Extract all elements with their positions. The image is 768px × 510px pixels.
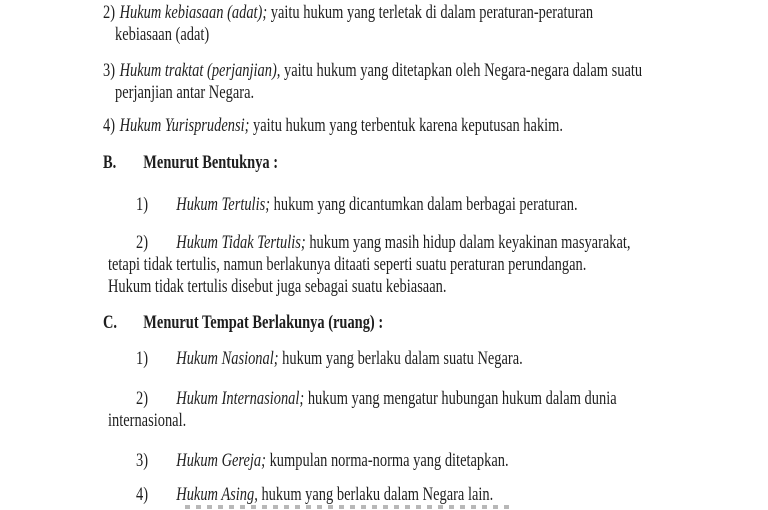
item-number: 4) bbox=[103, 115, 116, 136]
section-c-item-2-line-2 bbox=[108, 410, 186, 432]
item-number: 2) bbox=[136, 388, 149, 409]
item-text: internasional. bbox=[108, 410, 187, 431]
item-term: Hukum Nasional; bbox=[176, 348, 279, 369]
list-item-2-line-1 bbox=[103, 2, 593, 24]
item-text: kumpulan norma-norma yang ditetapkan. bbox=[265, 450, 509, 471]
item-text: kebiasaan (adat) bbox=[115, 24, 210, 45]
section-b-item-2-line-3 bbox=[108, 276, 446, 298]
section-c-item-1-line-1 bbox=[136, 348, 523, 370]
section-b-item-2-line-1 bbox=[136, 232, 631, 254]
item-text: hukum yang berlaku dalam suatu Negara. bbox=[278, 348, 523, 369]
item-term: Hukum Tidak Tertulis; bbox=[176, 232, 306, 253]
section-b-heading bbox=[103, 152, 278, 174]
item-text: perjanjian antar Negara. bbox=[115, 82, 255, 103]
item-term: Hukum Tertulis; bbox=[176, 194, 271, 215]
list-item-2-line-2 bbox=[115, 24, 209, 46]
section-letter: B. bbox=[103, 152, 117, 173]
item-text: yaitu hukum yang terletak di dalam peraturan-peraturan bbox=[267, 2, 594, 23]
item-number: 2) bbox=[136, 232, 149, 253]
section-b-item-1-line-1 bbox=[136, 194, 578, 216]
section-title: Menurut Tempat Berlakunya (ruang) : bbox=[143, 312, 384, 333]
item-number: 4) bbox=[136, 484, 149, 505]
section-c-item-4-line-1 bbox=[136, 484, 493, 506]
item-text: Hukum tidak tertulis disebut juga sebagai suatu kebiasaan. bbox=[108, 276, 447, 297]
item-text: tetapi tidak tertulis, namun berlakunya ditaati seperti suatu peraturan perundangan. bbox=[108, 254, 587, 275]
item-term: Hukum kebiasaan (adat); bbox=[119, 2, 268, 23]
item-text: hukum yang mengatur hubungan hukum dalam dunia bbox=[304, 388, 617, 409]
item-term: Hukum traktat (perjanjian), bbox=[119, 60, 281, 81]
item-number: 3) bbox=[136, 450, 149, 471]
item-text: hukum yang berlaku dalam Negara lain. bbox=[257, 484, 494, 505]
item-number: 2) bbox=[103, 2, 116, 23]
section-title: Menurut Bentuknya : bbox=[143, 152, 279, 173]
list-item-3-line-1 bbox=[103, 60, 642, 82]
item-text: yaitu hukum yang terbentuk karena keputusan hakim. bbox=[249, 115, 564, 136]
section-b-item-2-line-2 bbox=[108, 254, 586, 276]
list-item-3-line-2 bbox=[115, 82, 254, 104]
list-item-4-line-1 bbox=[103, 115, 563, 137]
item-number: 3) bbox=[103, 60, 116, 81]
item-term: Hukum Yurisprudensi; bbox=[119, 115, 250, 136]
item-text: yaitu hukum yang ditetapkan oleh Negara-negara dalam suatu bbox=[280, 60, 643, 81]
clipped-text-artifact bbox=[185, 505, 515, 509]
section-c-heading bbox=[103, 312, 383, 334]
section-c-item-3-line-1 bbox=[136, 450, 509, 472]
item-number: 1) bbox=[136, 348, 149, 369]
item-number: 1) bbox=[136, 194, 149, 215]
section-letter: C. bbox=[103, 312, 118, 333]
item-text: hukum yang dicantumkan dalam berbagai peraturan. bbox=[270, 194, 578, 215]
item-term: Hukum Gereja; bbox=[176, 450, 266, 471]
item-term: Hukum Internasional; bbox=[176, 388, 305, 409]
item-term: Hukum Asing, bbox=[176, 484, 258, 505]
section-c-item-2-line-1 bbox=[136, 388, 617, 410]
item-text: hukum yang masih hidup dalam keyakinan masyarakat, bbox=[305, 232, 631, 253]
